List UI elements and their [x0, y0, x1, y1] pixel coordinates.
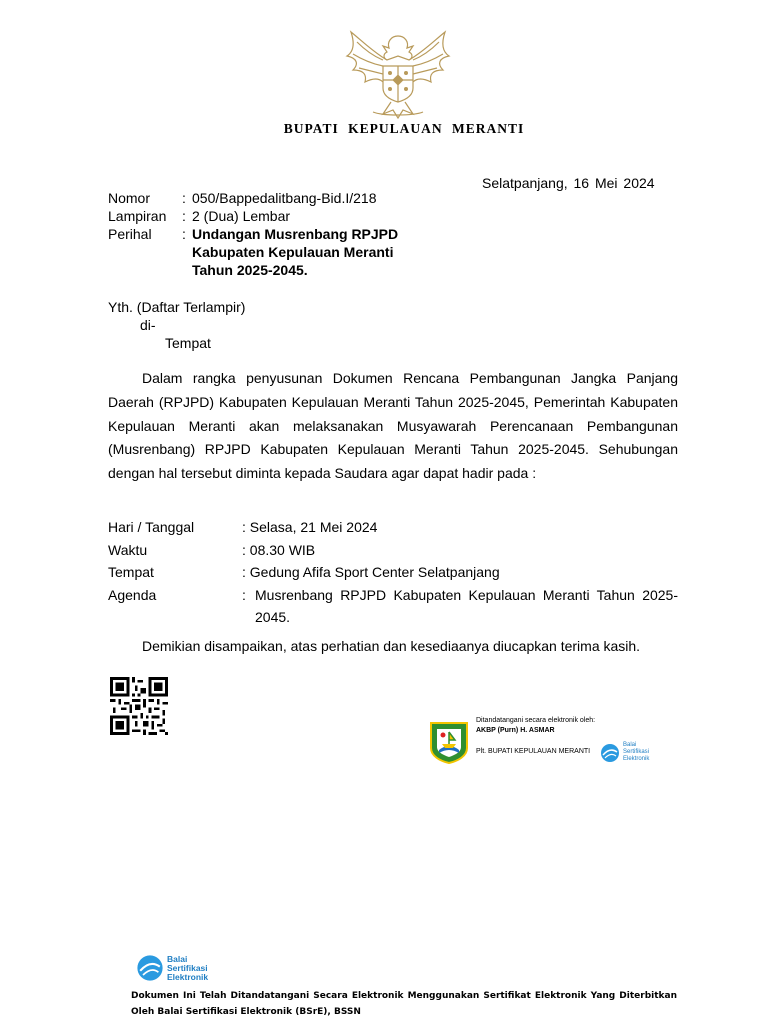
- meta-label: Nomor: [108, 190, 151, 206]
- signature-details: [476, 716, 595, 757]
- meta-subject-value: Undangan Musrenbang RPJPD Kabupaten Kepulauan Meranti Tahun 2025-2045.: [192, 226, 399, 278]
- detail-text: Selasa, 21 Mei 2024: [249, 519, 378, 535]
- detail-value: [242, 561, 678, 584]
- detail-separator: :: [242, 586, 246, 603]
- detail-separator: :: [242, 519, 246, 535]
- recipient-line: di-: [140, 317, 156, 333]
- meta-value: 050/Bappedalitbang-Bid.I/218: [192, 190, 377, 206]
- bsre-logo-text: Balai: [623, 742, 637, 748]
- signer-role: Plt. BUPATI KEPULAUAN MERANTI: [476, 748, 591, 755]
- meta-label: Lampiran: [108, 208, 167, 224]
- bsre-logo-text: Elektronik: [623, 756, 650, 762]
- event-details: [108, 516, 678, 629]
- detail-value: [242, 539, 678, 562]
- bsre-globe-icon: [600, 743, 620, 763]
- bsre-logo-text: Sertifikasi: [623, 749, 650, 755]
- detail-row: [108, 561, 678, 584]
- recipient-line: Yth. (Daftar Terlampir): [108, 299, 246, 315]
- recipient-block: [108, 298, 245, 352]
- detail-text: Gedung Afifa Sport Center Selatpanjang: [249, 564, 500, 580]
- letter-metadata: [108, 189, 528, 279]
- bsre-logo-text: Balai: [167, 953, 188, 964]
- bsre-logo-text: Sertifikasi: [167, 962, 208, 973]
- bsre-globe-icon: [136, 954, 164, 982]
- issuer-title: BUPATI KEPULAUAN MERANTI: [283, 121, 525, 136]
- meta-subject-row: [108, 225, 528, 279]
- signed-by-label: Ditandatangani secara elektronik oleh:: [476, 717, 596, 724]
- detail-text: 08.30 WIB: [249, 541, 316, 558]
- bsre-logo-text: Elektronik: [167, 971, 209, 982]
- meta-separator: :: [182, 190, 186, 206]
- garuda-emblem-icon: [343, 30, 453, 122]
- body-paragraph: Dalam rangka penyusunan Dokumen Rencana Pembangunan Jangka Panjang Daerah (RPJPD) Kabupaten Kepulauan Meranti Tahun 2025-2045, Pemerintah Kabupaten Kepulauan Meranti akan melaksanakan Musyawarah Perencanaan Pembangunan (Musrenbang) RPJPD Kabupaten Kepulauan Meranti Tahun 2025-2045. Sehubungan dengan hal tersebut diminta kepada Saudara agar dapat hadir pada :: [108, 370, 678, 482]
- signer-name: AKBP (Purn) H. ASMAR: [476, 727, 555, 734]
- detail-label: Agenda: [108, 586, 157, 603]
- meta-number-row: [108, 189, 528, 207]
- meta-attachment-row: [108, 207, 528, 225]
- place-and-date: Selatpanjang, 16 Mei 2024: [482, 175, 655, 191]
- detail-text: Musrenbang RPJPD Kabupaten Kepulauan Meranti Tahun 2025-2045.: [255, 586, 678, 625]
- closing-sentence: Demikian disampaikan, atas perhatian dan kesediaanya diucapkan terima kasih.: [142, 638, 641, 654]
- recipient-line: Tempat: [165, 335, 211, 351]
- detail-separator: :: [242, 541, 246, 558]
- detail-label: Waktu: [108, 541, 148, 558]
- meta-value: 2 (Dua) Lembar: [192, 208, 291, 224]
- detail-row: [108, 516, 678, 539]
- detail-label: Tempat: [108, 564, 154, 580]
- meta-separator: :: [182, 208, 186, 224]
- bsre-logo-footer: [136, 954, 208, 982]
- detail-separator: :: [242, 564, 246, 580]
- kepulauan-meranti-logo-icon: [428, 720, 470, 764]
- qr-code-icon: [108, 677, 170, 735]
- detail-row: [108, 539, 678, 562]
- detail-label: Hari / Tanggal: [108, 519, 195, 535]
- detail-value: [242, 516, 678, 539]
- meta-separator: :: [182, 226, 186, 242]
- detail-row: [108, 584, 678, 629]
- bsre-logo-small: [600, 742, 649, 763]
- bsre-footer-notice: Dokumen Ini Telah Ditandatangani Secara Elektronik Menggunakan Sertifikat Elektronik Yang Diterbitkan Oleh Balai Sertifikasi Elektronik (BSrE), BSSN: [131, 991, 677, 1017]
- meta-label: Perihal: [108, 226, 152, 242]
